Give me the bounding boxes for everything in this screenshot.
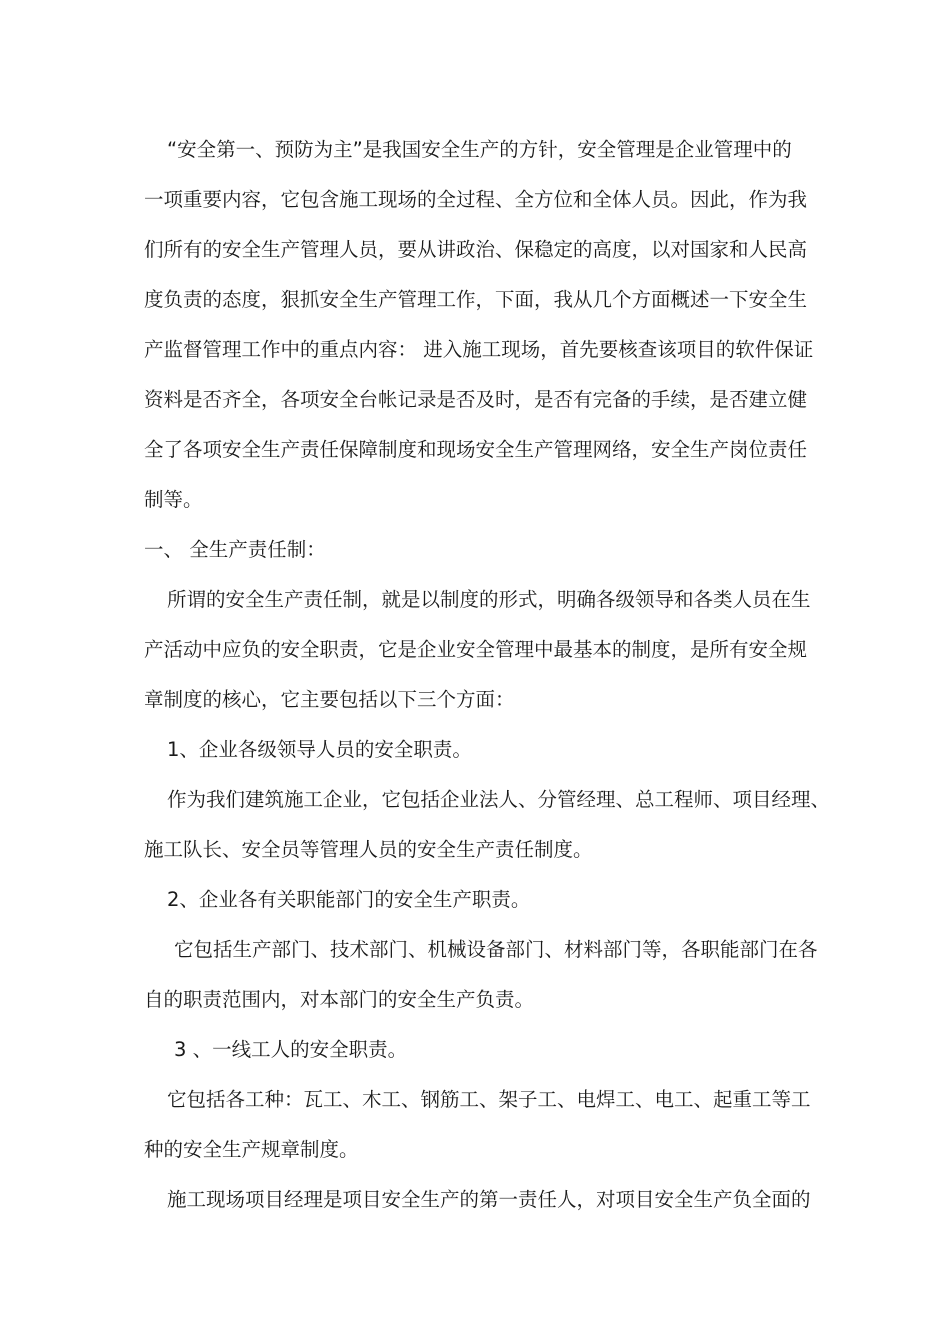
paragraph-line: 自的职责范围内，对本部门的安全生产负责。 xyxy=(144,988,535,1011)
paragraph-line: “安全第一、预防为主”是我国安全生产的方针，安全管理是企业管理中的 xyxy=(167,138,792,161)
section-heading: 一、 全生产责任制： xyxy=(144,538,326,561)
list-item-heading: 2、企业各有关职能部门的安全生产职责。 xyxy=(167,888,531,911)
paragraph-line: 产活动中应负的安全职责，它是企业安全管理中最基本的制度，是所有安全规 xyxy=(144,638,808,661)
list-item-heading: 1、企业各级领导人员的安全职责。 xyxy=(167,738,472,761)
list-item-heading: 3 、一线工人的安全职责。 xyxy=(174,1038,408,1061)
paragraph-line: 章制度的核心，它主要包括以下三个方面： xyxy=(144,688,515,711)
paragraph-line: 它包括生产部门、技术部门、机械设备部门、材料部门等，各职能部门在各 xyxy=(174,938,818,961)
paragraph-line: 一项重要内容，它包含施工现场的全过程、全方位和全体人员。因此，作为我 xyxy=(144,188,808,211)
paragraph-line: 施工现场项目经理是项目安全生产的第一责任人，对项目安全生产负全面的 xyxy=(167,1188,811,1211)
paragraph-line: 们所有的安全生产管理人员，要从讲政治、保稳定的高度，以对国家和人民高 xyxy=(144,238,808,261)
paragraph-line: 制等。 xyxy=(144,488,203,511)
paragraph-line: 度负责的态度，狠抓安全生产管理工作，下面，我从几个方面概述一下安全生 xyxy=(144,288,808,311)
paragraph-line: 作为我们建筑施工企业，它包括企业法人、分管经理、总工程师、项目经理、 xyxy=(167,788,831,811)
paragraph-line: 施工队长、安全员等管理人员的安全生产责任制度。 xyxy=(144,838,593,861)
paragraph-line: 种的安全生产规章制度。 xyxy=(144,1138,359,1161)
paragraph-line: 产监督管理工作中的重点内容： 进入施工现场，首先要核查该项目的软件保证 xyxy=(144,338,814,361)
paragraph-line: 所谓的安全生产责任制，就是以制度的形式，明确各级领导和各类人员在生 xyxy=(167,588,811,611)
paragraph-line: 它包括各工种：瓦工、木工、钢筋工、架子工、电焊工、电工、起重工等工 xyxy=(167,1088,811,1111)
paragraph-line: 全了各项安全生产责任保障制度和现场安全生产管理网络，安全生产岗位责任 xyxy=(144,438,808,461)
paragraph-line: 资料是否齐全，各项安全台帐记录是否及时，是否有完备的手续，是否建立健 xyxy=(144,388,808,411)
